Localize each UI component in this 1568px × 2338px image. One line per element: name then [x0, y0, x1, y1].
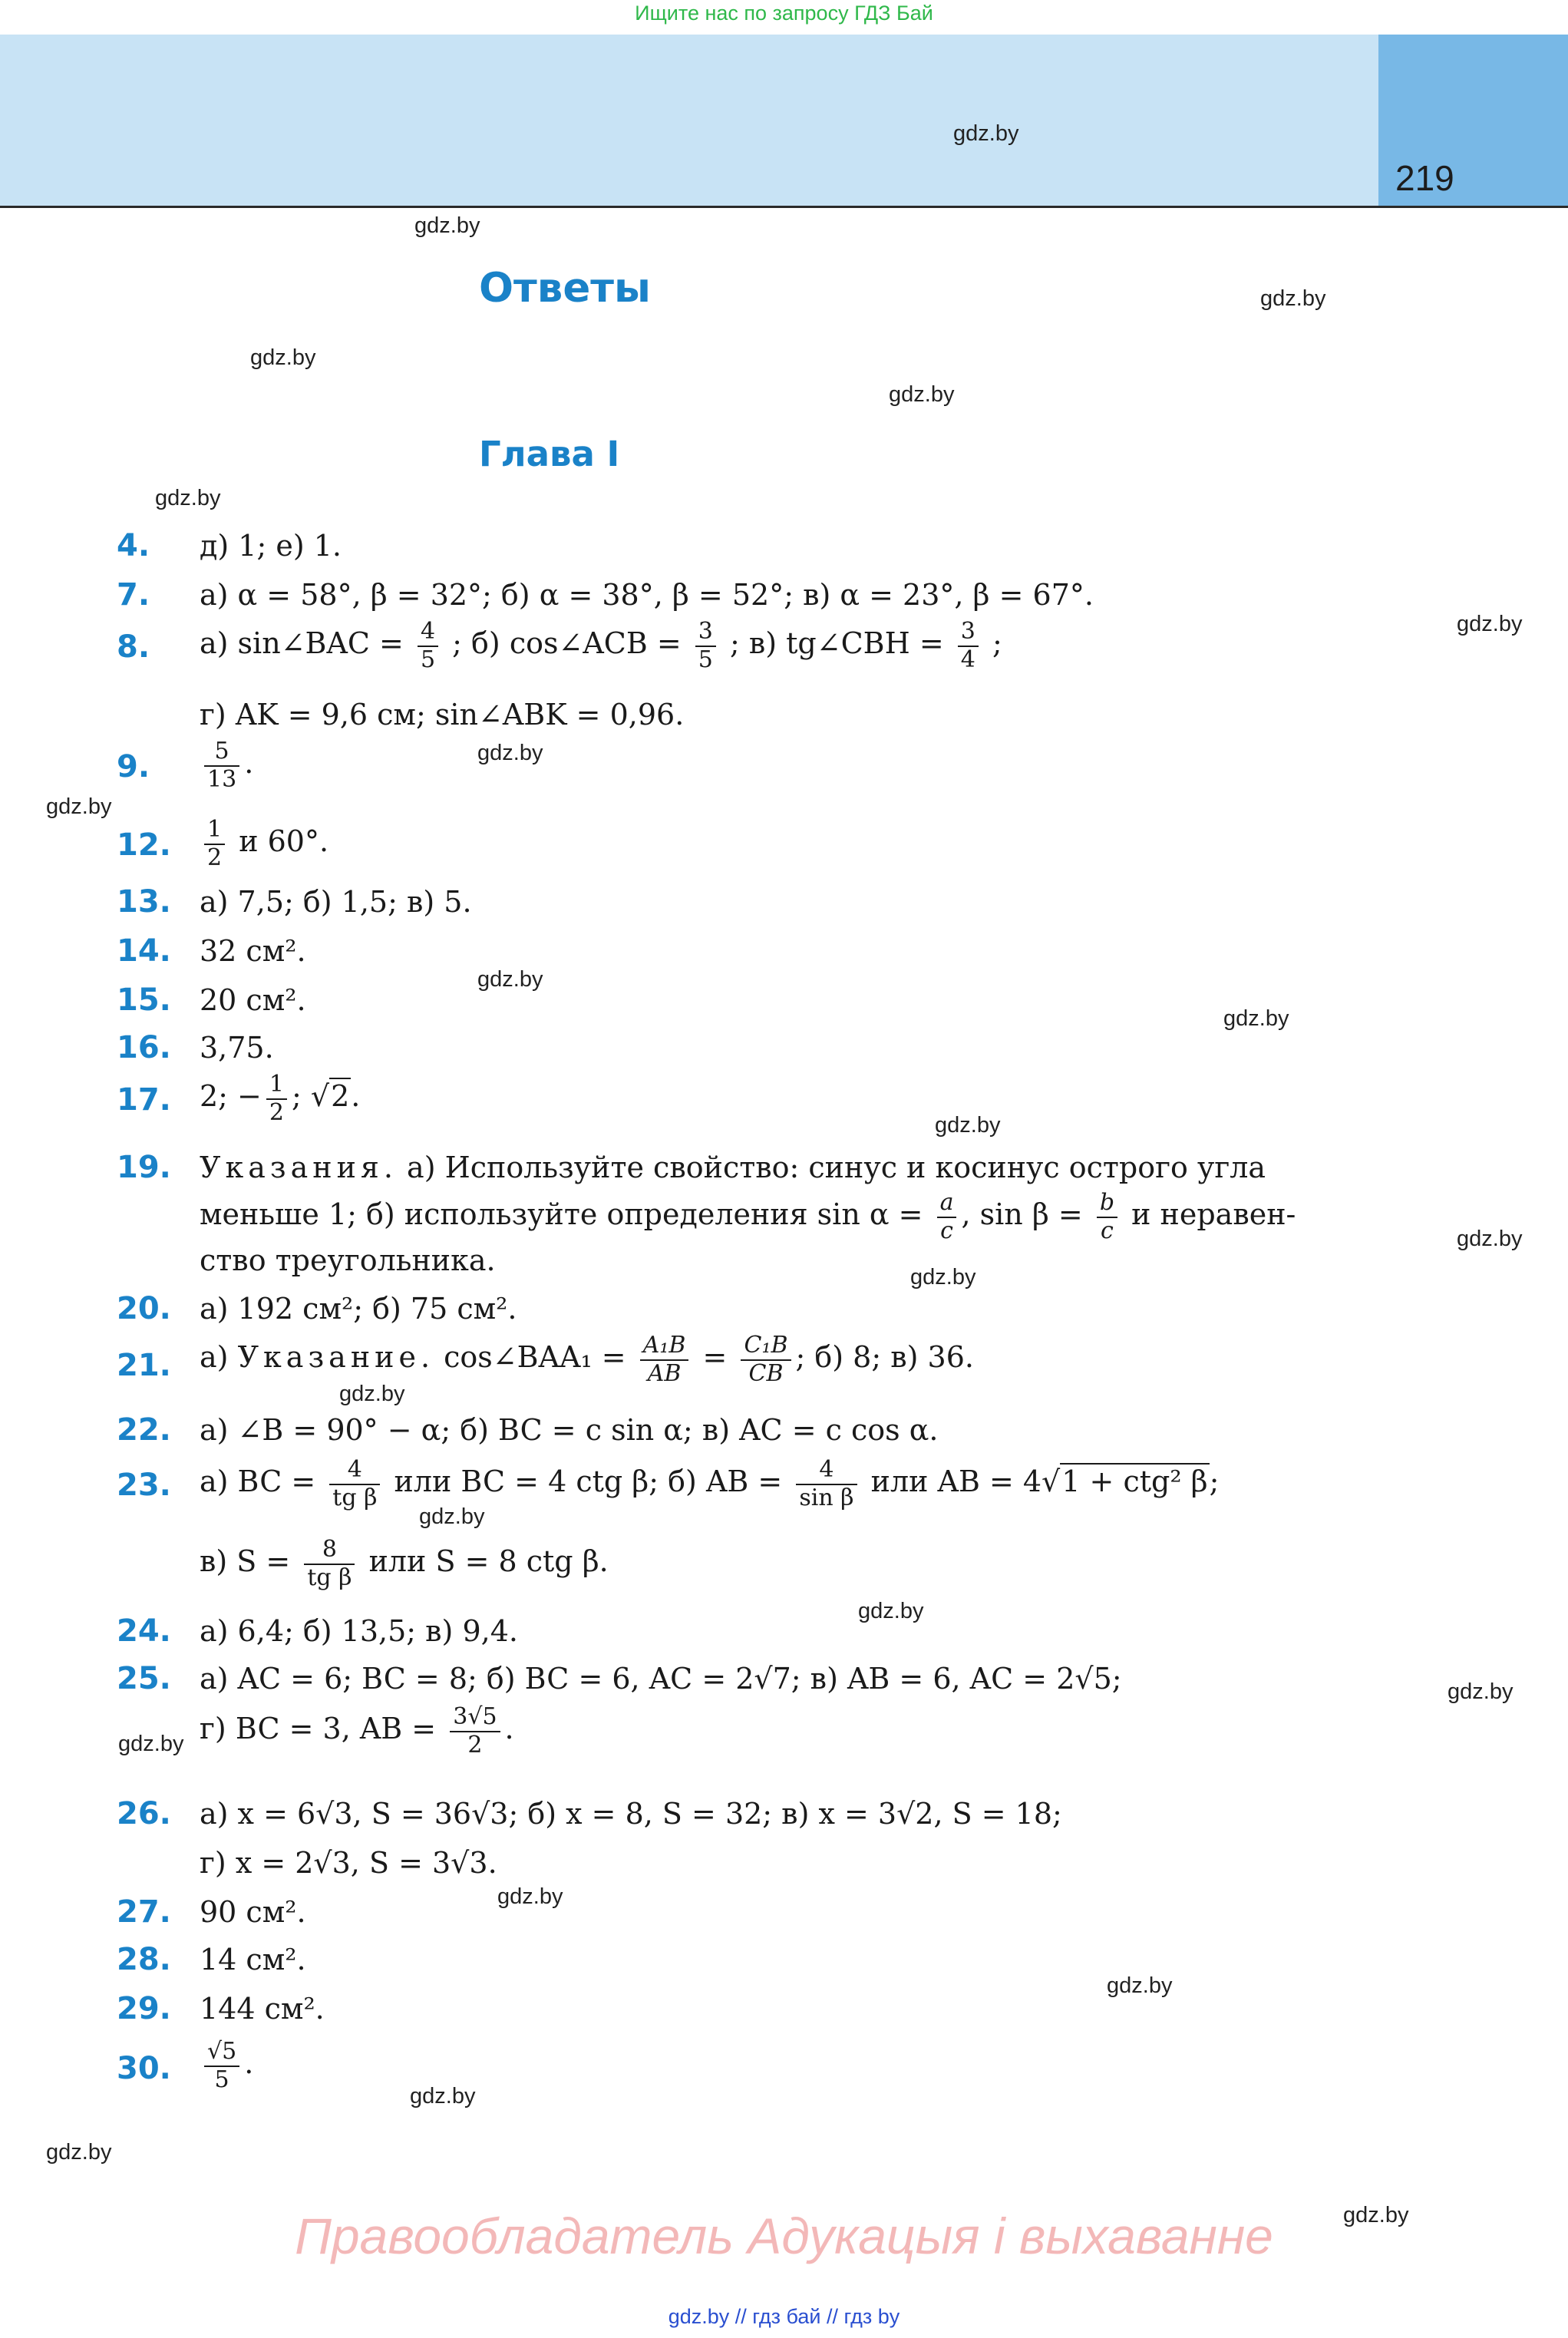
answer-text: 2; − $\frac{1}{2}$ ; √2.: [200, 1071, 361, 1126]
answer-number: 20.: [117, 1291, 171, 1326]
page-title: Ответы: [479, 265, 651, 312]
answer-19-line-1: Указания. а) Используйте свойство: синус и косинус острого угла: [200, 1151, 1266, 1184]
answer-8-line-2: г) AK = 9,6 см; sin∠ABK = 0,96.: [200, 698, 685, 731]
watermark: gdz.by: [935, 1113, 1001, 1138]
answer-text: 14 см².: [200, 1943, 306, 1976]
fraction: $\frac{8}{\text{tg β}}$: [304, 1537, 355, 1591]
answer-number: 9.: [117, 749, 150, 784]
answer-number: 25.: [117, 1661, 171, 1696]
watermark: gdz.by: [419, 1504, 485, 1529]
fraction: $\frac{√5}{5}$: [204, 2039, 239, 2093]
watermark: gdz.by: [155, 486, 221, 510]
watermark: gdz.by: [953, 121, 1019, 146]
answer-number: 22.: [117, 1412, 171, 1448]
answer-23-line-1: а) BC = $\frac{4}{\text{tg β}}$ или BC = 4 ctg β; б) AB = $\frac{4}{\text{sin β}}$ или AB = 4√1 + ctg² β;: [200, 1456, 1220, 1511]
answer-text: а) 192 см²; б) 75 см².: [200, 1292, 517, 1326]
answer-8-line-1: а) sin∠BAC = $\frac{4}{5}$ ; б) cos∠ACB = $\frac{3}{5}$ ; в) tg∠CBH = $\frac{3}{4}$ ;: [200, 618, 1002, 673]
answer-number: 29.: [117, 1991, 171, 2026]
fraction: $\frac{b}{c}$: [1097, 1190, 1117, 1244]
watermark: gdz.by: [250, 345, 316, 370]
answer-25-line-1: а) AC = 6; BC = 8; б) BC = 6, AC = 2√7; в) AB = 6, AC = 2√5;: [200, 1662, 1122, 1696]
watermark: gdz.by: [1260, 286, 1326, 311]
watermark: gdz.by: [858, 1599, 924, 1623]
answer-number: 21.: [117, 1348, 171, 1383]
fraction: $\frac{a}{c}$: [937, 1190, 957, 1244]
header-divider: [0, 206, 1568, 208]
answer-26-line-2: г) x = 2√3, S = 3√3.: [200, 1846, 497, 1880]
watermark: gdz.by: [1457, 612, 1523, 636]
watermark: gdz.by: [118, 1732, 184, 1756]
answer-number: 16.: [117, 1030, 171, 1065]
watermark: gdz.by: [889, 382, 955, 407]
fraction: $\frac{\text{A₁B}}{AB}$: [640, 1332, 689, 1387]
answer-26-line-1: а) x = 6√3, S = 36√3; б) x = 8, S = 32; в) x = 3√2, S = 18;: [200, 1797, 1062, 1831]
answer-text: д) 1; е) 1.: [200, 529, 342, 563]
answer-number: 24.: [117, 1613, 171, 1649]
fraction: $\frac{1}{2}$: [204, 817, 225, 871]
page-number: 219: [1395, 158, 1454, 198]
fraction: $\frac{3√5}{2}$: [450, 1704, 500, 1758]
answer-text: 144 см².: [200, 1992, 325, 2026]
fraction: $\frac{4}{5}$: [418, 619, 438, 673]
watermark: gdz.by: [477, 741, 543, 765]
fraction: $\frac{4}{\text{sin β}}$: [796, 1457, 857, 1511]
watermark: gdz.by: [477, 967, 543, 992]
answer-number: 17.: [117, 1082, 171, 1118]
answer-text: 90 см².: [200, 1895, 306, 1929]
answer-text: а) 7,5; б) 1,5; в) 5.: [200, 885, 472, 919]
top-promo-link[interactable]: Ищите нас по запросу ГДЗ Бай: [635, 2, 933, 25]
answer-text: $\frac{5}{13}$ .: [200, 738, 253, 793]
chapter-heading: Глава I: [479, 434, 620, 474]
answer-text: а) Указание. cos∠BAA₁ = $\frac{\text{A₁B}}{AB}$ = $\frac{\text{C₁B}}{CB}$ ; б) 8; в) 36.: [200, 1332, 974, 1387]
answer-number: 12.: [117, 827, 171, 863]
answer-text: а) α = 58°, β = 32°; б) α = 38°, β = 52°; в) α = 23°, β = 67°.: [200, 578, 1094, 612]
fraction: $\frac{3}{4}$: [958, 619, 979, 673]
answer-text: $\frac{1}{2}$ и 60°.: [200, 817, 328, 871]
answer-23-line-2: в) S = $\frac{8}{\text{tg β}}$ или S = 8 ctg β.: [200, 1536, 609, 1591]
answer-number: 14.: [117, 933, 171, 969]
copyright-footer: Правообладатель Адукацыя і выхаванне: [295, 2208, 1273, 2264]
answer-number: 30.: [117, 2051, 171, 2086]
answer-number: 15.: [117, 982, 171, 1018]
answer-text: а) ∠B = 90° − α; б) BC = c sin α; в) AC = c cos α.: [200, 1413, 939, 1447]
answer-number: 27.: [117, 1894, 171, 1930]
answer-number: 26.: [117, 1796, 171, 1831]
fraction: $\frac{4}{\text{tg β}}$: [329, 1457, 380, 1511]
answer-text: 3,75.: [200, 1031, 274, 1065]
header-band: [0, 35, 1378, 206]
answer-number: 13.: [117, 884, 171, 920]
fraction: $\frac{\text{C₁B}}{CB}$: [741, 1332, 791, 1387]
answer-number: 23.: [117, 1468, 171, 1503]
answer-19-line-2: меньше 1; б) используйте определения sin α = $\frac{a}{c}$ , sin β = $\frac{b}{c}$ и неравен-: [200, 1189, 1296, 1244]
watermark: gdz.by: [910, 1265, 976, 1290]
watermark: gdz.by: [46, 2140, 112, 2165]
answer-text: 32 см².: [200, 934, 306, 968]
watermark: gdz.by: [1223, 1006, 1289, 1031]
answer-number: 8.: [117, 629, 150, 665]
answer-text: а) 6,4; б) 13,5; в) 9,4.: [200, 1614, 518, 1648]
answer-text: $\frac{√5}{5}$ .: [200, 2039, 253, 2093]
answer-number: 28.: [117, 1942, 171, 1977]
watermark: gdz.by: [1457, 1227, 1523, 1251]
watermark: gdz.by: [339, 1382, 405, 1406]
answer-text: 20 см².: [200, 983, 306, 1017]
watermark: gdz.by: [410, 2084, 476, 2108]
fraction: $\frac{3}{5}$: [695, 619, 716, 673]
answer-25-line-2: г) BC = 3, AB = $\frac{3√5}{2}$ .: [200, 1703, 514, 1758]
bottom-links[interactable]: gdz.by // гдз бай // гдз by: [668, 2305, 900, 2328]
watermark: gdz.by: [1448, 1679, 1514, 1704]
watermark: gdz.by: [1107, 1973, 1173, 1998]
answer-number: 19.: [117, 1150, 171, 1185]
fraction: $\frac{1}{2}$: [266, 1072, 287, 1126]
answer-number: 4.: [117, 528, 150, 563]
answer-19-line-3: ство треугольника.: [200, 1243, 496, 1277]
fraction: $\frac{5}{13}$: [204, 738, 239, 793]
watermark: gdz.by: [46, 794, 112, 819]
watermark: gdz.by: [414, 213, 480, 238]
answer-number: 7.: [117, 577, 150, 613]
watermark: gdz.by: [1343, 2203, 1409, 2227]
watermark: gdz.by: [497, 1884, 563, 1909]
